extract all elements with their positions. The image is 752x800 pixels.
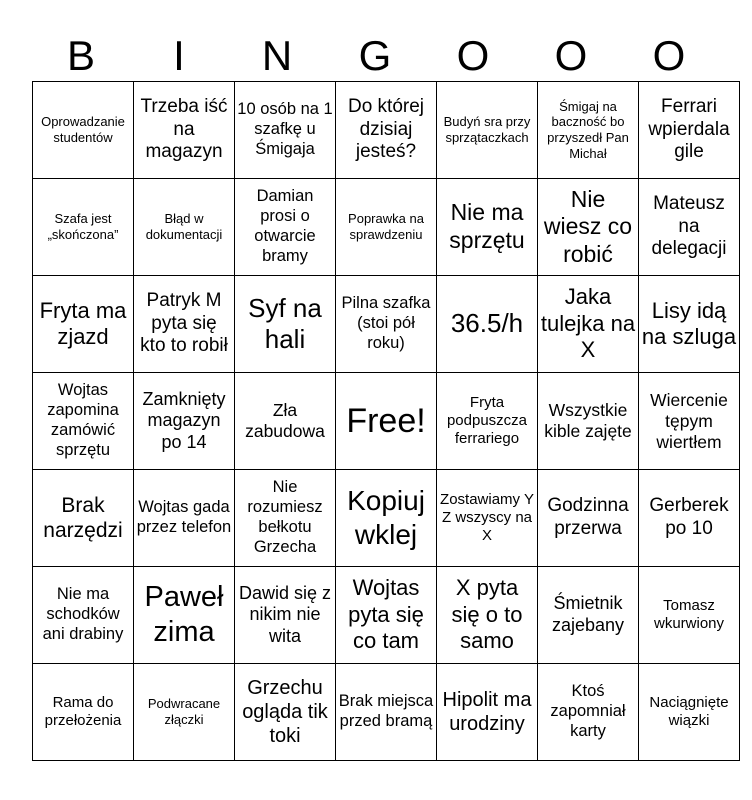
bingo-cell[interactable]: Pilna szafka (stoi pół roku) [336, 276, 437, 373]
bingo-cell[interactable]: Wiercenie tępym wiertłem [639, 373, 740, 470]
bingo-board [32, 81, 740, 761]
board-row [33, 567, 740, 664]
bingo-cell[interactable]: Rama do przełożenia [33, 664, 134, 761]
bingo-cell[interactable]: Jaka tulejka na X [538, 276, 639, 373]
bingo-cell[interactable]: Paweł zima [134, 567, 235, 664]
bingo-cell[interactable]: Poprawka na sprawdzeniu [336, 179, 437, 276]
bingo-cell[interactable]: Mateusz na delegacji [639, 179, 740, 276]
bingo-cell[interactable]: Tomasz wkurwiony [639, 567, 740, 664]
bingo-cell[interactable]: Dawid się z nikim nie wita [235, 567, 336, 664]
bingo-cell[interactable]: Nie ma schodków ani drabiny [33, 567, 134, 664]
bingo-cell[interactable]: Wojtas pyta się co tam [336, 567, 437, 664]
bingo-cell[interactable]: Fryta ma zjazd [33, 276, 134, 373]
board-row [33, 470, 740, 567]
header-letter-i: I [173, 32, 185, 79]
board-row [33, 276, 740, 373]
bingo-cell[interactable]: Lisy idą na szluga [639, 276, 740, 373]
bingo-cell[interactable]: Oprowadzanie studentów [33, 82, 134, 179]
bingo-cell[interactable]: Fryta podpuszcza ferrariego [437, 373, 538, 470]
header-letter-g: G [358, 32, 392, 79]
header-letter-n: N [261, 32, 293, 79]
bingo-cell[interactable]: Zamknięty magazyn po 14 [134, 373, 235, 470]
bingo-cell[interactable]: Budyń sra przy sprzątaczkach [437, 82, 538, 179]
bingo-cell[interactable]: Zostawiamy Y Z wszyscy na X [437, 470, 538, 567]
bingo-cell[interactable]: Szafa jest „skończona” [33, 179, 134, 276]
bingo-cell[interactable]: Zła zabudowa [235, 373, 336, 470]
bingo-cell[interactable]: Gerberek po 10 [639, 470, 740, 567]
bingo-cell[interactable]: Brak narzędzi [33, 470, 134, 567]
bingo-cell[interactable]: Nie rozumiesz bełkotu Grzecha [235, 470, 336, 567]
bingo-cell[interactable]: Ferrari wpierdala gile [639, 82, 740, 179]
bingo-cell[interactable]: Kopiuj wklej [336, 470, 437, 567]
bingo-cell[interactable]: 36.5/h [437, 276, 538, 373]
board-row [33, 179, 740, 276]
bingo-cell[interactable]: Grzechu ogląda tik toki [235, 664, 336, 761]
bingo-cell[interactable]: Nie wiesz co robić [538, 179, 639, 276]
bingo-cell[interactable]: Wojtas zapomina zamówić sprzętu [33, 373, 134, 470]
header-letter-o-2: O [554, 32, 588, 79]
bingo-cell[interactable]: Ktoś zapomniał karty [538, 664, 639, 761]
bingo-cell[interactable]: Trzeba iść na magazyn [134, 82, 235, 179]
bingo-cell[interactable]: Damian prosi o otwarcie bramy [235, 179, 336, 276]
bingo-cell[interactable]: Hipolit ma urodziny [437, 664, 538, 761]
bingo-cell[interactable]: Naciągnięte wiązki [639, 664, 740, 761]
bingo-cell[interactable]: X pyta się o to samo [437, 567, 538, 664]
bingo-cell[interactable]: Śmigaj na baczność bo przyszedł Pan Michał [538, 82, 639, 179]
bingo-cell[interactable]: Do której dzisiaj jesteś? [336, 82, 437, 179]
bingo-cell[interactable]: Godzinna przerwa [538, 470, 639, 567]
bingo-cell[interactable]: Śmietnik zajebany [538, 567, 639, 664]
header-letter-o-3: O [652, 32, 686, 79]
bingo-cell[interactable]: 10 osób na 1 szafkę u Śmigaja [235, 82, 336, 179]
board-row [33, 664, 740, 761]
bingo-cell[interactable]: Wojtas gada przez telefon [134, 470, 235, 567]
bingo-cell[interactable]: Brak miejsca przed bramą [336, 664, 437, 761]
bingo-cell[interactable]: Syf na hali [235, 276, 336, 373]
bingo-cell[interactable]: Podwracane złączki [134, 664, 235, 761]
free-cell[interactable]: Free! [336, 373, 437, 470]
bingo-cell[interactable]: Nie ma sprzętu [437, 179, 538, 276]
header-letter-b: B [66, 32, 95, 79]
bingo-cell[interactable]: Patryk M pyta się kto to robił [134, 276, 235, 373]
bingo-cell[interactable]: Błąd w dokumentacji [134, 179, 235, 276]
bingo-cell[interactable]: Wszystkie kible zajęte [538, 373, 639, 470]
board-row [33, 82, 740, 179]
bingo-header [32, 28, 718, 84]
board-row [33, 373, 740, 470]
header-letter-o-1: O [456, 32, 490, 79]
